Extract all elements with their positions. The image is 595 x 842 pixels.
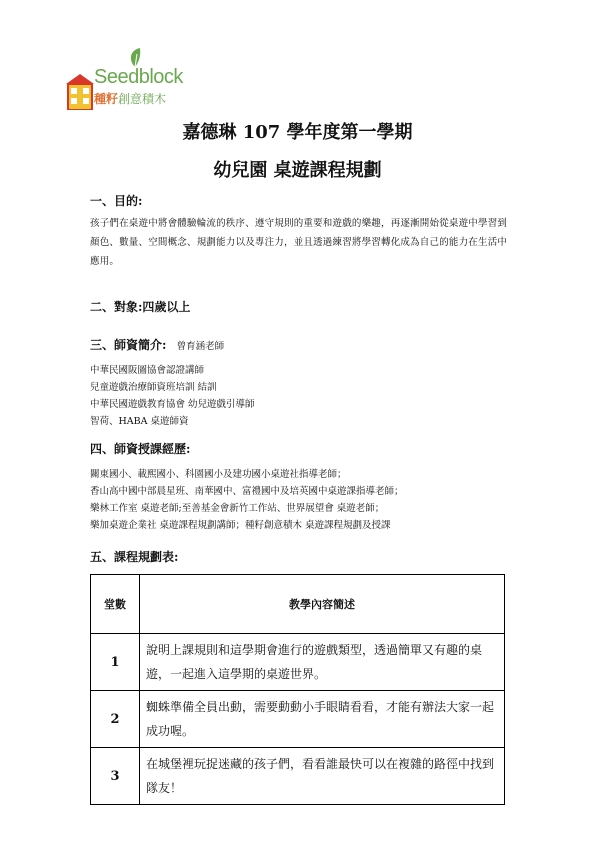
session-content: 蜘蛛準備全員出動，需要動動小手眼睛看看，才能有辦法大家一起成功喔。	[140, 691, 505, 748]
purpose-heading: 一、目的:	[90, 194, 143, 208]
session-content: 說明上課規則和這學期會進行的遊戲類型，透過簡單又有趣的桌遊，一起進入這學期的桌遊世界。	[140, 634, 505, 691]
experience-item: 香山高中國中部晨星班、南華國中、富禮國中及培英國中桌遊課指導老師；	[90, 486, 404, 497]
seedblock-logo	[66, 46, 196, 114]
session-number: 2	[91, 691, 140, 748]
teacher-credentials	[90, 362, 255, 430]
teacher-heading	[90, 336, 224, 353]
credential-item: 智荷、HABA 桌遊師資	[90, 416, 189, 427]
session-number: 3	[91, 748, 140, 805]
logo-leaf-icon	[124, 46, 146, 68]
experience-item: 樂林工作室 桌遊老師;至善基金會新竹工作站、世界展望會 桌遊老師；	[90, 503, 385, 514]
table-header-row	[91, 575, 505, 634]
plan-heading: 五、課程規劃表:	[90, 550, 179, 564]
document-title: 嘉德琳 107 學年度第一學期	[182, 122, 413, 143]
credential-item: 兒童遊戲治療師資班培訓 結訓	[90, 382, 217, 393]
experience-list	[90, 466, 404, 534]
credential-item: 中華民國遊戲教育協會 幼兒遊戲引導師	[90, 399, 255, 410]
teacher-name: 曾育涵老師	[176, 341, 225, 352]
target-heading: 二、對象:四歲以上	[90, 300, 191, 314]
column-header-content: 教學內容簡述	[140, 575, 505, 634]
table-row	[91, 634, 505, 691]
table-row	[91, 748, 505, 805]
column-header-session: 堂數	[91, 575, 140, 634]
credential-item: 中華民國阪圖協會認證講師	[90, 365, 205, 376]
logo-brand-zh: 種籽創意積木	[94, 92, 167, 106]
table-row	[91, 691, 505, 748]
purpose-text: 孩子們在桌遊中將會體驗輪流的秩序、遵守規則的重要和遊戲的樂趣，再逐漸開始從桌遊中學習到顏色、數量、空間概念、規劃能力以及專注力，並且透過練習將學習轉化成為自己的能力在生活中應用。	[90, 218, 508, 267]
session-content: 在城堡裡玩捉迷藏的孩子們，看看誰最快可以在複雜的路徑中找到隊友！	[140, 748, 505, 805]
experience-item: 關東國小、載熙國小、科園國小及建功國小桌遊社指導老師；	[90, 469, 347, 480]
teacher-heading-label: 三、師資簡介:	[90, 338, 167, 352]
logo-brand-en: Seedblock	[94, 66, 183, 88]
experience-heading: 四、師資授課經歷:	[90, 442, 191, 456]
session-number: 1	[91, 634, 140, 691]
document-subtitle: 幼兒園 桌遊課程規劃	[213, 160, 382, 181]
logo-building-icon	[66, 74, 94, 110]
course-plan-table	[90, 574, 505, 805]
experience-item: 樂加桌遊企業社 桌遊課程規劃講師；種籽創意積木 桌遊課程規劃及授課	[90, 520, 391, 531]
